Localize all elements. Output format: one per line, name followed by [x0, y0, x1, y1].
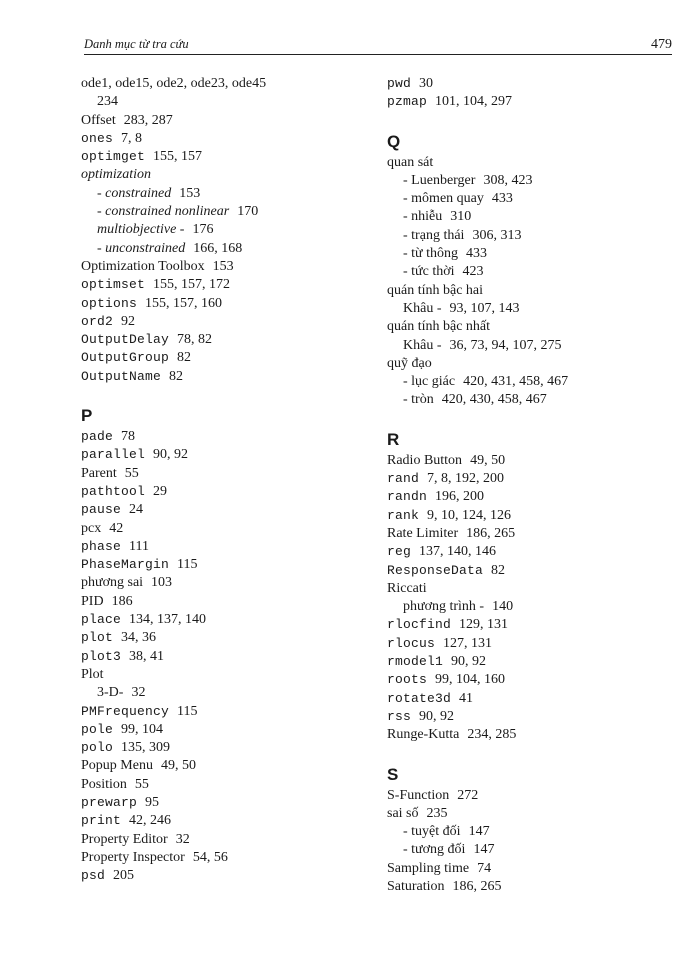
index-term: quán tính bậc nhất [387, 319, 491, 335]
page-refs: 55 [134, 776, 149, 792]
page-refs: 166, 168 [193, 240, 243, 256]
index-entry [387, 355, 677, 373]
entry-dash: - [403, 172, 412, 188]
index-term: multiobjective - [97, 222, 185, 238]
index-entry [81, 721, 371, 739]
index-entry [387, 616, 677, 634]
index-entry [387, 75, 677, 93]
page-refs: 54, 56 [192, 849, 228, 865]
index-term: optimization [81, 167, 152, 183]
section-gap [387, 112, 677, 130]
page-refs: 32 [131, 685, 146, 701]
page-refs: 129, 131 [459, 617, 509, 633]
index-entry [387, 598, 677, 616]
index-entry [387, 543, 677, 561]
page-refs: 127, 131 [443, 635, 493, 651]
index-entry [81, 428, 371, 446]
index-entry [81, 501, 371, 519]
index-entry [387, 860, 677, 878]
index-term: rand [387, 471, 420, 487]
index-term: pathtool [81, 483, 146, 499]
index-term: Khâu - [403, 300, 442, 316]
page-number: 479 [651, 37, 672, 52]
index-entry [81, 75, 371, 93]
page-refs: 155, 157 [153, 149, 203, 165]
index-entry [387, 172, 677, 190]
page-refs: 29 [153, 483, 168, 499]
page-refs: 433 [466, 246, 488, 262]
index-entry [81, 258, 371, 276]
index-entry [81, 465, 371, 483]
page-refs: 90, 92 [419, 708, 455, 724]
index-entry [81, 349, 371, 367]
section-gap [81, 386, 371, 404]
page-refs: 153 [212, 258, 234, 274]
index-entry [81, 867, 371, 885]
index-column-left [81, 75, 371, 885]
page-refs: 82 [177, 350, 192, 366]
index-entry [387, 282, 677, 300]
index-entry [81, 666, 371, 684]
index-term: prewarp [81, 794, 138, 810]
section-gap [387, 410, 677, 428]
page-refs: 92 [121, 313, 136, 329]
index-term: sai số [387, 805, 419, 821]
page-refs: 147 [468, 824, 490, 840]
index-entry [387, 391, 677, 409]
index-term: plot [81, 630, 114, 646]
page-refs: 186, 265 [466, 525, 516, 541]
index-term: mômen quay [411, 191, 484, 207]
index-term: Property Editor [81, 831, 168, 847]
page-refs: 42 [109, 520, 124, 536]
page-refs: 34, 36 [121, 630, 157, 646]
index-entry [81, 831, 371, 849]
index-entry [81, 812, 371, 830]
page-refs: 111 [129, 538, 149, 554]
index-term: quan sát [387, 154, 434, 170]
index-term: Rate Limiter [387, 525, 459, 541]
index-term: print [81, 813, 122, 829]
index-entry [387, 823, 677, 841]
index-entry [81, 739, 371, 757]
index-entry [387, 580, 677, 598]
entry-dash: - [403, 264, 412, 280]
index-term: rlocfind [387, 617, 452, 633]
index-term: pole [81, 721, 114, 737]
entry-dash: - [403, 842, 412, 858]
index-entry [81, 593, 371, 611]
page-refs: 310 [450, 209, 472, 225]
page-refs: 176 [192, 222, 214, 238]
index-entry [81, 166, 371, 184]
index-entry [387, 805, 677, 823]
index-term: OutputName [81, 368, 162, 384]
index-term: pwd [387, 76, 412, 91]
entry-dash: - [403, 392, 412, 408]
index-entry [387, 488, 677, 506]
page-refs: 9, 10, 124, 126 [427, 507, 512, 523]
page-refs: 134, 137, 140 [129, 612, 207, 628]
page-refs: 235 [426, 805, 448, 821]
page-refs: 115 [177, 703, 198, 719]
index-term: trạng thái [411, 227, 465, 243]
section-gap [387, 745, 677, 763]
page-refs: 308, 423 [483, 172, 533, 188]
index-entry [81, 629, 371, 647]
index-entry [81, 313, 371, 331]
index-term: Plot [81, 666, 104, 682]
index-term: Runge-Kutta [387, 727, 460, 743]
page-refs: 155, 157, 172 [153, 277, 231, 293]
index-entry [387, 470, 677, 488]
index-entry [387, 452, 677, 470]
index-entry [387, 878, 677, 896]
index-term: Luenberger [411, 172, 476, 188]
index-entry [387, 507, 677, 525]
index-entry [387, 154, 677, 172]
page-refs: 103 [151, 575, 173, 591]
index-entry [81, 648, 371, 666]
index-entry [387, 300, 677, 318]
index-entry [81, 684, 371, 702]
page-refs: 283, 287 [123, 112, 173, 128]
index-entry [81, 148, 371, 166]
index-entry [387, 525, 677, 543]
entry-dash: - [97, 240, 106, 256]
page-refs: 196, 200 [435, 489, 485, 505]
page-refs: 36, 73, 94, 107, 275 [449, 337, 562, 353]
index-entry [387, 708, 677, 726]
index-entry [81, 276, 371, 294]
index-entry [81, 130, 371, 148]
index-term: ord2 [81, 313, 114, 329]
index-term: pcx [81, 520, 102, 536]
page-refs: 90, 92 [153, 447, 189, 463]
index-entry [81, 520, 371, 538]
index-entry [387, 337, 677, 355]
page-refs: 135, 309 [121, 740, 171, 756]
index-column-right [387, 75, 677, 896]
index-entry [81, 368, 371, 386]
page-refs: 41 [459, 690, 474, 706]
index-entry [387, 373, 677, 391]
index-term: tương đối [411, 842, 466, 858]
page-refs: 78 [121, 429, 136, 445]
index-term: 3-D- [97, 685, 124, 701]
index-term: optimget [81, 149, 146, 165]
page-refs: 49, 50 [470, 452, 506, 468]
page-refs: 32 [175, 831, 190, 847]
index-term: 234 [97, 94, 118, 110]
index-term: pade [81, 429, 114, 445]
index-section-letter: R [387, 429, 400, 449]
page-refs: 74 [477, 860, 492, 876]
page-refs: 147 [473, 842, 495, 858]
index-entry [387, 787, 677, 805]
page-refs: 155, 157, 160 [145, 295, 223, 311]
entry-dash: - [403, 209, 412, 225]
index-entry [81, 611, 371, 629]
index-term: rank [387, 507, 420, 523]
index-entry [81, 221, 371, 239]
index-term: optimset [81, 277, 146, 293]
page-refs: 93, 107, 143 [449, 300, 520, 316]
page-refs: 30 [419, 76, 434, 91]
index-entry [81, 483, 371, 501]
index-term: pzmap [387, 94, 428, 110]
index-entry [81, 295, 371, 313]
index-term: phương trình - [403, 599, 485, 615]
index-entry [81, 446, 371, 464]
index-entry [387, 245, 677, 263]
index-term: Optimization Toolbox [81, 258, 205, 274]
index-entry [387, 190, 677, 208]
page-refs: 82 [169, 368, 184, 384]
page-refs: 49, 50 [160, 758, 196, 774]
index-entry [387, 93, 677, 111]
page-refs: 24 [129, 502, 144, 518]
index-term: ode1, ode15, ode2, ode23, ode45 [81, 76, 267, 91]
index-term: từ thông [411, 246, 459, 262]
index-term: quán tính bậc hai [387, 282, 484, 298]
index-term: lục giác [411, 374, 456, 390]
page-refs: 186 [111, 593, 133, 609]
page-refs: 137, 140, 146 [419, 544, 497, 560]
index-entry [81, 203, 371, 221]
index-entry [387, 726, 677, 744]
index-term: ResponseData [387, 562, 484, 578]
page-refs: 95 [145, 794, 160, 810]
page-refs: 234, 285 [467, 727, 517, 743]
index-entry [81, 112, 371, 130]
page-refs: 99, 104 [121, 721, 164, 737]
index-term: options [81, 295, 138, 311]
entry-dash: - [403, 824, 412, 840]
page-refs: 82 [491, 562, 506, 578]
index-term: Offset [81, 112, 116, 128]
index-term: ones [81, 130, 114, 146]
index-entry [387, 671, 677, 689]
index-term: Saturation [387, 878, 445, 894]
index-term: Parent [81, 465, 117, 481]
index-term: phương sai [81, 575, 144, 591]
index-entry [387, 227, 677, 245]
page-refs: 101, 104, 297 [435, 94, 513, 110]
entry-dash: - [403, 191, 412, 207]
index-term: Property Inspector [81, 849, 185, 865]
index-term: OutputGroup [81, 350, 170, 366]
index-term: Position [81, 776, 127, 792]
index-entry [387, 263, 677, 281]
header-title: Danh mục từ tra cứu [84, 37, 189, 51]
index-term: Riccati [387, 580, 427, 596]
index-term: PID [81, 593, 104, 609]
entry-dash: - [403, 374, 412, 390]
index-term: rotate3d [387, 690, 452, 706]
index-term: Popup Menu [81, 758, 153, 774]
index-term: tròn [411, 392, 434, 408]
index-term: Radio Button [387, 452, 463, 468]
index-term: polo [81, 740, 114, 756]
page-refs: 99, 104, 160 [435, 672, 506, 688]
index-entry [387, 653, 677, 671]
index-entry [81, 849, 371, 867]
index-entry [387, 635, 677, 653]
index-term: Khâu - [403, 337, 442, 353]
page-refs: 423 [462, 264, 484, 280]
index-term: place [81, 612, 122, 628]
page-refs: 186, 265 [452, 878, 502, 894]
index-term: psd [81, 868, 106, 884]
page-refs: 153 [179, 185, 201, 201]
index-entry [387, 208, 677, 226]
index-entry [387, 318, 677, 336]
page-refs: 433 [491, 191, 513, 207]
page-refs: 306, 313 [472, 227, 522, 243]
index-entry [81, 331, 371, 349]
index-term: S-Function [387, 787, 450, 803]
index-term: roots [387, 672, 428, 688]
page-refs: 205 [113, 868, 135, 884]
index-term: tuyệt đối [411, 824, 461, 840]
index-entry [81, 538, 371, 556]
index-entry [81, 93, 371, 111]
index-term: pause [81, 502, 122, 518]
page-refs: 272 [457, 787, 479, 803]
entry-dash: - [97, 185, 106, 201]
page-refs: 38, 41 [129, 648, 165, 664]
page-refs: 7, 8, 192, 200 [427, 471, 505, 487]
index-entry [387, 841, 677, 859]
entry-dash: - [403, 227, 412, 243]
index-term: parallel [81, 447, 146, 463]
index-entry [81, 757, 371, 775]
page-refs: 90, 92 [451, 654, 487, 670]
index-term: quỹ đạo [387, 355, 432, 371]
page-refs: 42, 246 [129, 813, 172, 829]
index-term: phase [81, 538, 122, 554]
index-entry [81, 240, 371, 258]
index-section-letter: S [387, 764, 399, 784]
index-section-letter: Q [387, 131, 401, 151]
index-term: rlocus [387, 635, 436, 651]
index-entry [81, 185, 371, 203]
index-entry [387, 562, 677, 580]
index-term: PMFrequency [81, 703, 170, 719]
page-refs: 55 [124, 465, 139, 481]
index-term: rmodel1 [387, 654, 444, 670]
index-term: constrained nonlinear [105, 204, 230, 220]
index-entry [81, 703, 371, 721]
index-term: unconstrained [105, 240, 186, 256]
page-refs: 420, 431, 458, 467 [463, 374, 569, 390]
page-refs: 7, 8 [121, 130, 143, 146]
index-section-letter: P [81, 406, 93, 426]
page-refs: 420, 430, 458, 467 [441, 392, 547, 408]
index-term: rss [387, 708, 412, 724]
entry-dash: - [97, 204, 106, 220]
index-term: randn [387, 489, 428, 505]
page-refs: 78, 82 [177, 332, 213, 348]
index-entry [81, 776, 371, 794]
index-term: OutputDelay [81, 332, 170, 348]
index-term: plot3 [81, 648, 122, 664]
index-term: nhiễu [411, 209, 443, 225]
running-header [84, 34, 672, 55]
index-term: Sampling time [387, 860, 470, 876]
index-term: constrained [105, 185, 172, 201]
index-entry [387, 690, 677, 708]
index-entry [81, 556, 371, 574]
page-refs: 140 [492, 599, 514, 615]
index-term: PhaseMargin [81, 557, 170, 573]
entry-dash: - [403, 246, 412, 262]
index-term: tức thời [411, 264, 455, 280]
page-refs: 170 [237, 204, 259, 220]
index-term: reg [387, 544, 412, 560]
page-refs: 115 [177, 557, 198, 573]
index-entry [81, 574, 371, 592]
index-entry [81, 794, 371, 812]
